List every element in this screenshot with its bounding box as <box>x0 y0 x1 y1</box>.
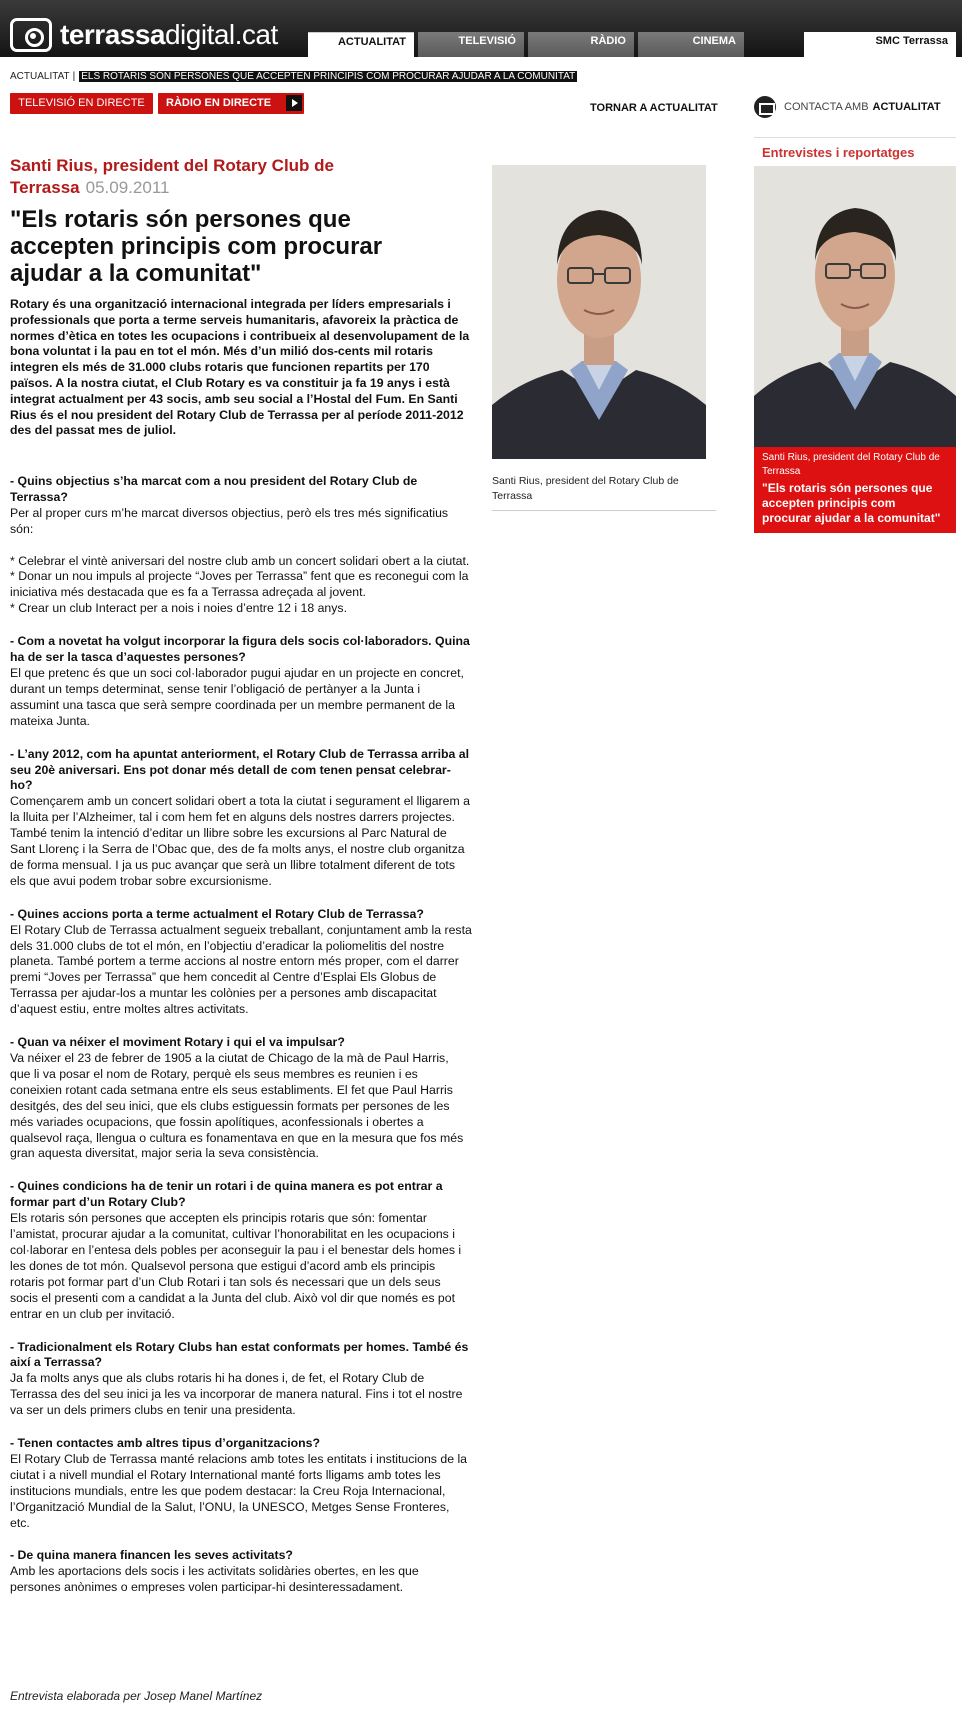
tab-radio[interactable]: RÀDIO <box>528 32 634 57</box>
sidebar-portrait-image <box>754 166 956 447</box>
question: - Com a novetat ha volgut incorporar la figura dels socis col·laboradors. Quina ha de ser la tasca d’aquestes persones? <box>10 634 470 665</box>
breadcrumb-root[interactable]: ACTUALITAT <box>10 71 70 82</box>
qa-item <box>10 747 472 890</box>
question: - Tenen contactes amb altres tipus d’organitzacions? <box>10 1436 320 1451</box>
qa-item <box>10 1035 472 1162</box>
logo-text <box>60 19 278 51</box>
radio-live-button[interactable] <box>158 93 304 114</box>
qa-item <box>10 1340 472 1420</box>
article-body <box>10 474 472 1613</box>
contact-target: ACTUALITAT <box>872 101 941 113</box>
question: - Quines accions porta a terme actualment el Rotary Club de Terrassa? <box>10 906 424 921</box>
qa-item <box>10 474 472 617</box>
answer: Amb les aportacions dels socis i les activitats solidàries obertes, en les que persones anònimes o empreses volen participar-hi desinteressadament. <box>10 1564 419 1595</box>
qa-item <box>10 634 472 729</box>
tab-cinema[interactable]: CINEMA <box>638 32 744 57</box>
question: - L’any 2012, com ha apuntat anteriorment, el Rotary Club de Terrassa arriba al seu 20è aniversari. Ens pot donar més detall de com tenen pensat celebrar-ho? <box>10 746 470 793</box>
sidebar-card-title[interactable]: "Els rotaris són persones que accepten principis com procurar ajudar a la comunitat" <box>762 481 941 525</box>
article-photo <box>492 165 706 459</box>
article-date: 05.09.2011 <box>85 178 170 197</box>
breadcrumb-separator: | <box>72 71 76 82</box>
tab-televisio[interactable]: TELEVISIÓ <box>418 32 524 57</box>
breadcrumb <box>10 71 577 82</box>
breadcrumb-current: ELS ROTARIS SÓN PERSONES QUE ACCEPTEN PRINCIPIS COM PROCURAR AJUDAR A LA COMUNITAT <box>81 71 576 82</box>
answer: Va néixer el 23 de febrer de 1905 a la ciutat de Chicago de la mà de Paul Harris, que li va posar el nom de Rotary, perquè els seus membres es reunien i es coneixien rotant cada setmana entre els seus establiments. El fet que Paul Harris desitgés, des del seu inici, que els clubs estiguessin formats per persones de les més variades ocupacions, que fossin apolítiques, aconfessionals i obertes a qualsevol raça, llengua o cultura es fonamentava en que en la mesura que fos més gran aquesta diversitat, major seria la seva consistència. <box>10 1051 464 1161</box>
main-nav <box>308 32 748 57</box>
answer: Els rotaris són persones que accepten els principis rotaris que són: fomentar l’amistat, procurar ajudar a la comunitat, cultivar l’honorabilitat en les ocupacions i col·laborar en l’entesa dels pobles per aconseguir la pau i el benestar dels homes i les dones de tot món. Qualsevol persona que estigui d’acord amb els principis rotaris pot formar part d’un Club Rotari i tan sols és necessari que un dels seus socis el presenti com a candidat a la Junta del club. Això vol dir que només es pot entrar en un club per invitació. <box>10 1211 462 1321</box>
answer: Començarem amb un concert solidari obert a tota la ciutat i segurament el lligarem a la lluita per l’Alzheimer, tal i com hem fet en alguns dels nostres darrers projectes. També tenim la intenció d’editar un llibre sobre les excursions al Parc Natural de Sant Llorenç i la Serra de l’Obac que, des de fa molts anys, el nostre club organitza de forma mensual. I ja us puc avançar que serà un llibre totalment diferent de tots els que avui podem trobar sobre excursionisme. <box>10 794 470 888</box>
sidebar-photo[interactable] <box>754 166 956 447</box>
caption-divider <box>492 510 716 511</box>
question: - Quines condicions ha de tenir un rotari i de quina manera es pot entrar a formar part d’un Rotary Club? <box>10 1179 443 1210</box>
tv-live-button[interactable]: TELEVISIÓ EN DIRECTE <box>10 93 153 114</box>
tab-smc-terrassa[interactable]: SMC Terrassa <box>804 32 956 57</box>
tv-logo-icon <box>10 18 52 52</box>
answer: Ja fa molts anys que als clubs rotaris hi ha dones i, de fet, el Rotary Club de Terrassa des del seu inici ja les va incorporar de manera natural. Fins i tot el nostre va ser un dels primers clubs en tenir una presidenta. <box>10 1371 463 1418</box>
article-lead: Rotary és una organització internacional integrada per líders empresarials i professionals que porta a terme serveis humanitaris, afavoreix la pràctica de normes d’ètica en totes les ocupacions i contribueix al desenvolupament de la bona voluntat i la pau en tot el món. Més d’un milió dos-cents mil rotaris integren els més de 31.000 clubs rotaris que funcionen repartits per 170 països. A la nostra ciutat, el Club Rotary es va constituir ja fa 19 anys i està integrat actualment per 43 socis, amb seu social a l’Hostal del Fum. En Santi Rius és el nou president del Rotary Club de Terrassa per al període 2011-2012 des del passat mes de juliol. <box>10 297 470 438</box>
answer: El que pretenc és que un soci col·laborador pugui ajudar en un projecte en concret, durant un temps determinat, sense tenir l’obligació de pertànyer a la Junta i assumint una tasca que serà sempre coordinada per un membre permanent de la mateixa Junta. <box>10 665 464 728</box>
answer: El Rotary Club de Terrassa actualment segueix treballant, conjuntament amb la resta dels 31.000 clubs de tot el món, en l’objectiu d’eradicar la poliomelitis del nostre planeta. També portem a terme accions al nostre entorn més proper, com el darrer premi “Joves per Terrassa” que hem concedit al Centre d’Esplai Els Globus de Terrassa per ajudar-los a muntar les colònies per a persones amb discapacitat d’aquest estiu, entre moltes altres activitats. <box>10 922 472 1017</box>
play-arrow-icon <box>286 95 302 111</box>
portrait-image <box>492 165 706 459</box>
back-to-actualitat-link[interactable]: TORNAR A ACTUALITAT <box>590 102 718 114</box>
sidebar-card-subtitle: Santi Rius, president del Rotary Club de Terrassa <box>762 452 940 477</box>
qa-item <box>10 1436 472 1531</box>
logo-bold: terrassa <box>60 19 165 50</box>
question: - Quan va néixer el moviment Rotary i qui el va impulsar? <box>10 1035 345 1050</box>
qa-item <box>10 1548 472 1596</box>
qa-item <box>10 1179 472 1322</box>
question: - Quins objectius s’ha marcat com a nou president del Rotary Club de Terrassa? <box>10 474 418 504</box>
radio-live-label: RÀDIO EN DIRECTE <box>166 97 272 109</box>
photo-caption: Santi Rius, president del Rotary Club de Terrassa <box>492 475 679 502</box>
answer: El Rotary Club de Terrassa manté relacions amb totes les entitats i institucions de la ciutat i a nivell mundial el Rotary International manté forts lligams amb totes les institucions mundials, entre les que podem destacar: la Creu Roja Internacional, l’Organització Mundial de la Salut, l’ONU, la UNESCO, Metges Sense Fronteres, etc. <box>10 1451 468 1530</box>
article-byline: Entrevista elaborada per Josep Manel Martínez <box>10 1689 263 1703</box>
mail-icon <box>754 96 776 118</box>
site-logo[interactable] <box>10 18 278 52</box>
article-subtitle-text: Santi Rius, president del Rotary Club de Terrassa <box>10 156 334 197</box>
contact-link[interactable] <box>754 96 941 118</box>
question: - De quina manera financen les seves activitats? <box>10 1548 293 1563</box>
article-subtitle <box>10 155 390 199</box>
sidebar-card[interactable] <box>754 447 956 533</box>
logo-light: digital.cat <box>164 19 278 50</box>
tab-actualitat[interactable]: ACTUALITAT <box>308 32 414 57</box>
top-header <box>0 0 962 57</box>
article-headline: "Els rotaris són persones que accepten principis com procurar ajudar a la comunitat" <box>10 206 383 287</box>
question: - Tradicionalment els Rotary Clubs han estat conformats per homes. També és així a Terrassa? <box>10 1339 469 1370</box>
sidebar-heading: Entrevistes i reportatges <box>754 137 956 165</box>
contact-prefix: CONTACTA AMB <box>784 101 869 113</box>
answer: Per al proper curs m’he marcat diversos objectius, però els tres més significatius són: * Celebrar el vintè aniversari del nostre club amb un concert solidari obert a la ciutat. * Donar un nou impuls al projecte “Joves per Terrassa” fent que es reconegui com la iniciativa més destacada que es fa a Terrassa adreçada al jovent. * Crear un club Interact per a nois i noies d’entre 12 i 18 anys. <box>10 505 470 616</box>
qa-item <box>10 907 472 1018</box>
